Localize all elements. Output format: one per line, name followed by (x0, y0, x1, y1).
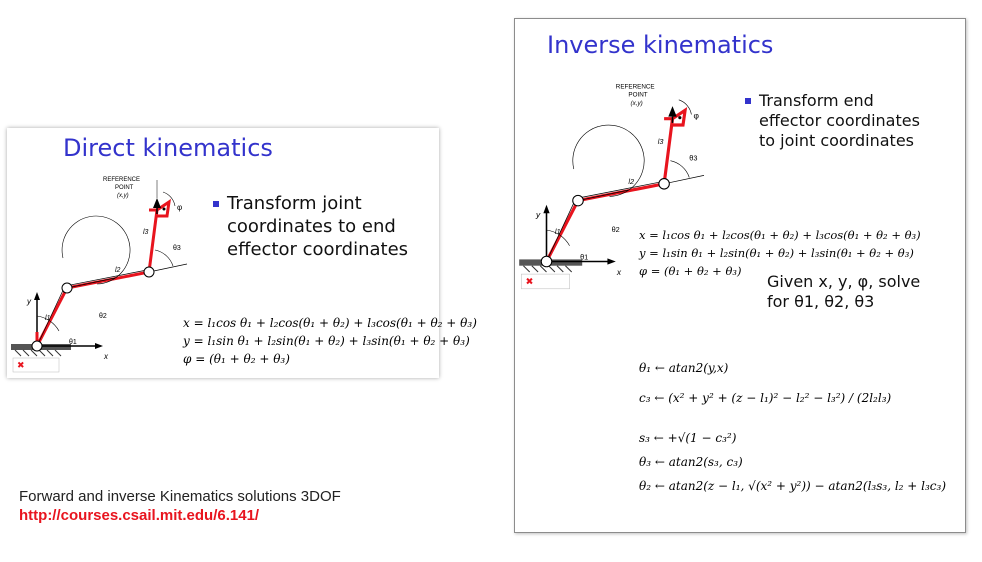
svg-text:φ: φ (693, 110, 699, 121)
svg-text:l3: l3 (657, 136, 664, 146)
svg-text:l1: l1 (45, 315, 51, 322)
given-solve-text: Given x, y, φ, solve for θ1, θ2, θ3 (767, 272, 921, 311)
x-axis-label: x (616, 267, 622, 278)
xy-label: (x,y) (117, 193, 129, 199)
slide-title: Inverse kinematics (547, 31, 774, 59)
equation-y: y = l₁sin θ₁ + l₂sin(θ₁ + θ₂) + l₃sin(θ₁ + θ₂ + θ₃) (639, 246, 914, 260)
robot-arm-diagram (515, 83, 725, 293)
robot-arm-diagram (7, 176, 207, 376)
svg-text:l3: l3 (143, 229, 149, 236)
y-axis-label: y (27, 297, 31, 306)
reference-label: REFERENCE (103, 177, 141, 183)
svg-text:θ3: θ3 (173, 245, 181, 252)
solution-c3: c₃ ← (x² + y² + (z − l₁)² − l₂² − l₃²) / (2l₂l₃) (639, 391, 892, 405)
svg-text:l2: l2 (628, 176, 635, 186)
equation-phi: φ = (θ₁ + θ₂ + θ₃) (639, 264, 742, 278)
svg-text:l2: l2 (115, 267, 121, 274)
source-link[interactable]: http://courses.csail.mit.edu/6.141/ (19, 507, 260, 524)
caption-text: Forward and inverse Kinematics solutions 3DOF (19, 488, 341, 505)
slide-title: Direct kinematics (63, 134, 273, 162)
svg-text:φ: φ (177, 203, 183, 212)
svg-text:θ1: θ1 (69, 339, 77, 346)
svg-text:θ2: θ2 (611, 225, 620, 235)
point-label: POINT (115, 185, 134, 191)
direct-kinematics-slide (7, 128, 477, 378)
bullet-marker (745, 98, 751, 104)
point-label: POINT (628, 91, 648, 99)
svg-text:l1: l1 (554, 227, 561, 237)
y-axis-label: y (536, 209, 541, 220)
svg-text:✖: ✖ (17, 360, 25, 370)
equation-y: y = l₁sin θ₁ + l₂sin(θ₁ + θ₂) + l₃sin(θ₁ + θ₂ + θ₃) (183, 334, 470, 348)
svg-text:θ2: θ2 (99, 313, 107, 320)
xy-label: (x,y) (630, 100, 643, 108)
equation-x: x = l₁cos θ₁ + l₂cos(θ₁ + θ₂) + l₃cos(θ₁ + θ₂ + θ₃) (183, 316, 477, 330)
bullet-marker (213, 201, 219, 207)
bullet-text: Transform end effector coordinates to joint coordinates (759, 91, 920, 150)
bullet-text: Transform joint coordinates to end effector coordinates (227, 193, 409, 260)
solution-theta3: θ₃ ← atan2(s₃, c₃) (639, 455, 743, 469)
solution-theta2: θ₂ ← atan2(z − l₁, √(x² + y²)) − atan2(l₃s₃, l₂ + l₃c₃) (639, 479, 947, 493)
reference-label: REFERENCE (615, 83, 655, 91)
svg-text:✖: ✖ (525, 276, 534, 288)
inverse-kinematics-slide (514, 18, 966, 533)
solution-theta1: θ₁ ← atan2(y,x) (639, 361, 729, 375)
svg-text:θ3: θ3 (689, 153, 698, 163)
bullet-point (213, 192, 437, 267)
x-axis-label: x (104, 352, 108, 361)
solution-s3: s₃ ← +√(1 − c₃²) (639, 431, 737, 445)
equation-x: x = l₁cos θ₁ + l₂cos(θ₁ + θ₂) + l₃cos(θ₁ + θ₂ + θ₃) (639, 228, 921, 242)
svg-text:θ1: θ1 (580, 252, 589, 262)
equation-phi: φ = (θ₁ + θ₂ + θ₃) (183, 352, 290, 366)
bullet-point (745, 91, 955, 153)
